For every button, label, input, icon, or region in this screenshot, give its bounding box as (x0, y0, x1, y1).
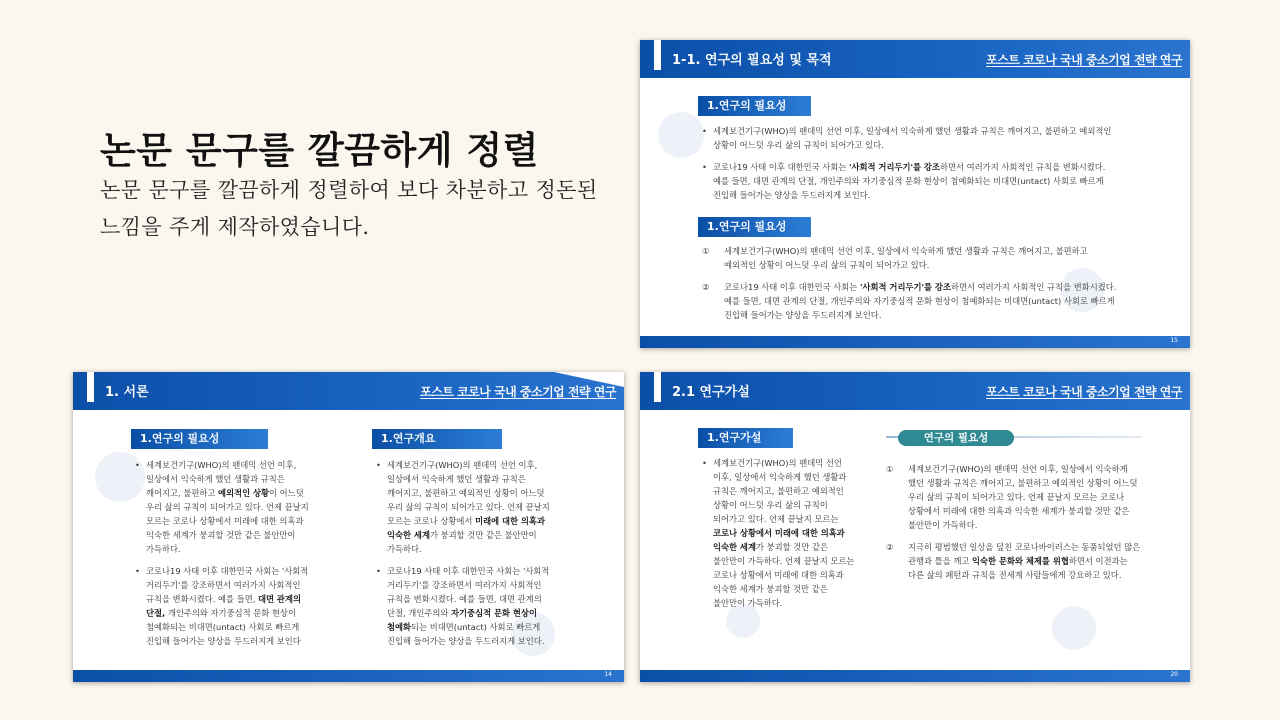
bullet-item: • 세계보건기구(WHO)의 팬데믹 선언 이후, 일상에서 익숙하게 했던 생활과 규칙은 깨어지고, 불편하고 예외적인 상황이 어느덧 우리 삶의 규칙이 되어가고 있다. (702, 124, 1120, 152)
section-body (702, 244, 1120, 330)
page-headline: 논문 문구를 깔끔하게 정렬 (100, 128, 539, 172)
header-accent-bar (87, 372, 94, 402)
slide-header (640, 372, 1190, 410)
bullet-item: • 코로나19 사태 이후 대한민국 사회는 '사회적 거리두기'를 강조하면서 여러가지 사회적인 규칙을 변화시켰다. 예를 들면, 대면 관계의 단절, 개인주의와 자기중심적 문화 현상이 첨예화되는 비대면(untact) 사회로 빠르게 진입해 들어가는 양상을 두드러지게 보인다 (135, 564, 315, 648)
slide-header (73, 372, 624, 410)
section-body (702, 124, 1120, 210)
slide-header-subtitle: 포스트 코로나 국내 중소기업 전략 연구 (986, 53, 1182, 67)
section-tag: 1.연구가설 (698, 428, 793, 448)
header-wedge (554, 372, 624, 387)
slide-header-subtitle: 포스트 코로나 국내 중소기업 전략 연구 (420, 385, 616, 399)
bullet-item: • 코로나19 사태 이후 대한민국 사회는 '사회적 거리두기'를 강조하면서 여러가지 사회적인 규칙을 변화시켰다. 예를 들면, 대면 관계의 단절, 개인주의와 자기중심적 문화 현상이 첨예화되는 비대면(untact) 사회로 빠르게 진입해 들어가는 양상을 두드러지게 보인다. (376, 564, 556, 648)
slide-title: 1-1. 연구의 필요성 및 목적 (672, 53, 832, 68)
slide-footer (73, 670, 624, 682)
section-pill: 연구의 필요성 (898, 430, 1014, 446)
slide-thumbnail-14[interactable] (73, 372, 624, 682)
page-number: 15 (1170, 337, 1178, 344)
numbered-item: ① 세계보건기구(WHO)의 팬데믹 선언 이후, 일상에서 익숙하게 했던 생활과 규칙은 깨어지고, 불편하고 예외적인 상황이 어느덧 우리 삶의 규칙이 되어가고 있다. 언제 끝날지 모르는 코로나 상황에서 미래에 대한 의혹과 익숙한 세계가 붕괴할 것만 같은 불안만이 가득하다. (886, 462, 1142, 532)
section-body (135, 458, 315, 656)
slide-header-subtitle: 포스트 코로나 국내 중소기업 전략 연구 (986, 385, 1182, 399)
section-body (702, 456, 858, 618)
page-description: 논문 문구를 깔끔하게 정렬하여 보다 차분하고 정돈된 느낌을 주게 제작하였습니다. (100, 178, 598, 239)
section-body (376, 458, 556, 656)
slide-title: 1. 서론 (105, 385, 149, 400)
decorative-circle (658, 112, 704, 158)
header-accent-bar (654, 372, 661, 402)
slide-footer (640, 670, 1190, 682)
bullet-item: • 코로나19 사태 이후 대한민국 사회는 '사회적 거리두기'를 강조하면서 여러가지 사회적인 규칙을 변화시켰다. 예를 들면, 대면 관계의 단절, 개인주의와 자기중심적 문화 현상이 첨예화되는 비대면(untact) 사회로 빠르게 진입해 들어가는 양상을 두드러지게 보인다. (702, 160, 1120, 202)
page-number: 14 (604, 671, 612, 678)
slide-footer (640, 336, 1190, 348)
header-accent-bar (654, 40, 661, 70)
section-tag: 1.연구의 필요성 (131, 429, 268, 449)
section-tag: 1.연구개요 (372, 429, 502, 449)
slide-thumbnail-20[interactable] (640, 372, 1190, 682)
numbered-item: ② 지극히 평범했던 일상을 덮친 코로나바이러스는 동품되었던 많은 관행과 틀을 깨고 익숙한 문화와 체제를 위협하면서 이전과는 다른 삶의 패턴과 규칙을 전세계 사람들에게 강요하고 있다. (886, 540, 1142, 582)
numbered-item: ② 코로나19 사태 이후 대한민국 사회는 '사회적 거리두기'를 강조하면서 여러가지 사회적인 규칙을 변화시켰다. 예를 들면, 대면 관계의 단절, 개인주의와 자기중심적 문화 현상이 첨예화되는 비대면(untact) 사회로 빠르게 진입해 들어가는 양상을 두드러지게 보인다. (702, 280, 1120, 322)
section-tag: 1.연구의 필요성 (698, 217, 811, 237)
numbered-item: ① 세계보건기구(WHO)의 팬데믹 선언 이후, 일상에서 익숙하게 했던 생활과 규칙은 깨어지고, 불편하고 예외적인 상황이 어느덧 우리 삶의 규칙이 되어가고 있다. (702, 244, 1120, 272)
section-body (886, 462, 1142, 590)
slide-title: 2.1 연구가설 (672, 385, 750, 400)
section-tag: 1.연구의 필요성 (698, 96, 811, 116)
page-number: 20 (1170, 671, 1178, 678)
decorative-circle (1052, 606, 1096, 650)
slide-header (640, 40, 1190, 78)
bullet-item: • 세계보건기구(WHO)의 팬데믹 선언 이후, 일상에서 익숙하게 했던 생활과 규칙은 깨어지고, 불편하고 예외적인 상황이 어느덧 우리 삶의 규칙이 되어가고 있다. 언제 끝날지 모르는 코로나 상황에서 미래에 대한 의혹과 익숙한 세계가 붕괴할 것만 같은 불안만이 가득하다. (135, 458, 315, 556)
bullet-item: • 세계보건기구(WHO)의 팬데믹 선언 이후, 일상에서 익숙하게 했던 생활과 규칙은 깨어지고, 불편하고 예외적인 상황이 어느덧 우리 삶의 규칙이 되어가고 있다. 언제 끝날지 모르는 코로나 상황에서 미래에 대한 의혹과 익숙한 세계가 붕괴할 것만 같은 불안만이 가득하다. 언제 끝날지 모르는 코로나 상황에서 미래에 대한 의혹과 익숙한 세계가 붕괴할 것만 같은 불안만이 가득하다. (702, 456, 858, 610)
bullet-item: • 세계보건기구(WHO)의 팬데믹 선언 이후, 일상에서 익숙하게 했던 생활과 규칙은 깨어지고, 불편하고 예외적인 상황이 어느덧 우리 삶의 규칙이 되어가고 있다. 언제 끝날지 모르는 코로나 상황에서 미래에 대한 의혹과 익숙한 세계가 붕괴할 것만 같은 불안만이 가득하다. (376, 458, 556, 556)
slide-thumbnail-15[interactable] (640, 40, 1190, 348)
